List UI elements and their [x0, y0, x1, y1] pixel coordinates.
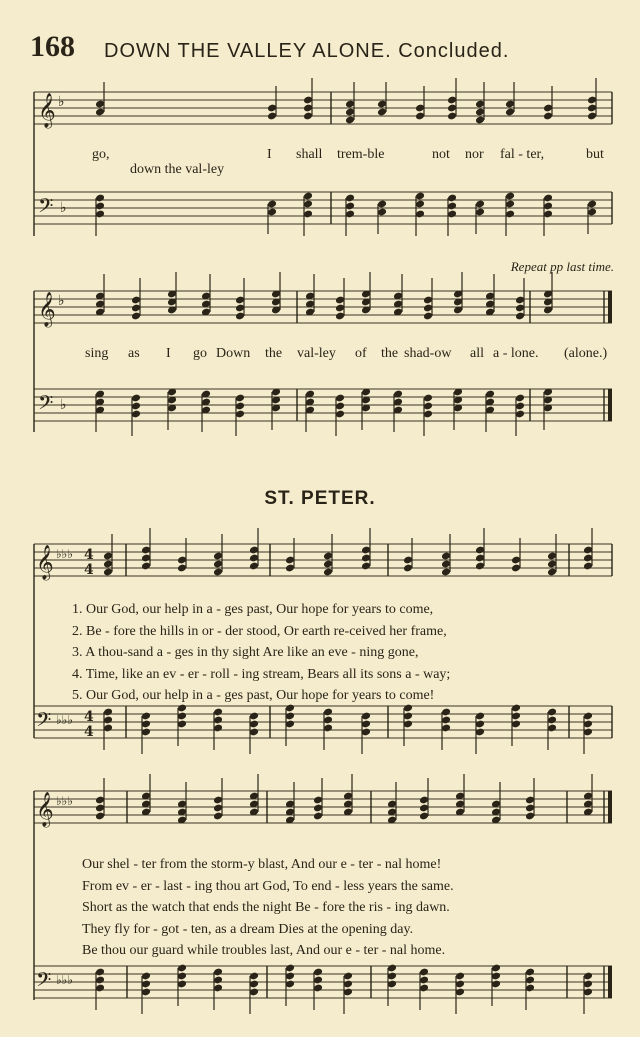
bass-clef-icon: 𝄢 [36, 968, 52, 996]
svg-text:4: 4 [84, 724, 94, 740]
lyric-word: I [267, 147, 272, 162]
page-number: 168 [30, 30, 75, 63]
staff-system-1-bass [34, 192, 612, 224]
svg-text:♭: ♭ [58, 293, 65, 309]
lyric-word: as [128, 346, 140, 361]
svg-text:♭: ♭ [60, 200, 67, 216]
lyric-word: shad-ow [404, 346, 452, 361]
svg-text:4: 4 [84, 709, 94, 725]
svg-text:4: 4 [84, 547, 94, 563]
treble-clef-icon: 𝄞 [38, 93, 56, 128]
svg-text:♭♭♭: ♭♭♭ [56, 713, 73, 727]
lyric-word: sing [85, 346, 109, 361]
verse-line: From ev - er - last - ing thou art God, To end - less years the same. [82, 878, 454, 894]
performance-instruction: Repeat pp last time. [510, 259, 614, 274]
lyrics-line-2 [0, 346, 640, 366]
treble-clef-icon: 𝄞 [38, 292, 56, 327]
svg-text:♭: ♭ [58, 94, 65, 110]
lyrics-line-1-lower: down the val-ley [130, 162, 225, 177]
svg-text:♭♭♭: ♭♭♭ [56, 794, 73, 808]
svg-text:♭♭♭: ♭♭♭ [56, 547, 73, 561]
lyric-word: the [265, 346, 283, 361]
verse-line: Be thou our guard while troubles last, And our e - ter - nal home. [82, 943, 446, 958]
lyric-word: (alone.) [564, 346, 608, 361]
lyric-word: Down [216, 346, 251, 361]
lyric-word: go [193, 346, 207, 361]
verses-block-1 [72, 599, 450, 707]
verse-line: 5. Our God, our help in a - ges past, Our hope for years to come! [72, 688, 435, 703]
verse-line: 1. Our God, our help in a - ges past, Our hope for years to come, [72, 602, 434, 617]
lyric-word: not [432, 147, 450, 162]
lyric-word: val-ley [297, 346, 336, 361]
treble-clef-icon: 𝄞 [36, 545, 54, 580]
hymn-title: ST. PETER. [264, 488, 376, 509]
bass-clef-icon: 𝄢 [38, 391, 54, 419]
lyric-word: of [355, 346, 367, 361]
running-title-suffix: Concluded. [398, 40, 510, 62]
verse-line: 3. A thou-sand a - ges in thy sight Are like an eve - ning gone, [72, 645, 419, 660]
lyrics-line-1 [0, 147, 640, 167]
running-title-main: DOWN THE VALLEY ALONE. [104, 40, 392, 62]
treble-clef-icon: 𝄞 [36, 792, 54, 827]
svg-text:4: 4 [84, 562, 94, 578]
verse-line: Our shel - ter from the storm-y blast, And our e - ter - nal home! [82, 857, 442, 872]
svg-text:♭: ♭ [60, 397, 67, 413]
lyric-word: but [586, 147, 604, 162]
lyric-word: the [381, 346, 399, 361]
lyric-word: go, [92, 147, 110, 162]
lyric-word: fal - ter, [500, 147, 545, 162]
staff-system-2-bass [34, 389, 612, 421]
lyric-word: trem-ble [337, 147, 385, 162]
staff-system-3-bass [34, 706, 612, 740]
lyric-word: a - lone. [493, 346, 539, 361]
lyric-word: I [166, 346, 171, 361]
verses-block-2 [82, 854, 454, 962]
bass-clef-icon: 𝄢 [36, 708, 52, 736]
bass-clef-icon: 𝄢 [38, 194, 54, 222]
verse-line: 2. Be - fore the hills in or - der stood, Or earth re-ceived her frame, [72, 623, 447, 639]
svg-text:♭♭♭: ♭♭♭ [56, 973, 73, 987]
verse-line: Short as the watch that ends the night Be - fore the ris - ing dawn. [82, 900, 450, 915]
lyric-word: nor [465, 147, 484, 162]
verse-line: 4. Time, like an ev - er - roll - ing stream, Bears all its sons a - way; [72, 666, 451, 682]
verse-line: They fly for - got - ten, as a dream Dies at the opening day. [82, 921, 414, 937]
lyric-word: shall [296, 147, 323, 162]
lyric-word: all [470, 346, 484, 361]
staff-system-4-bass [34, 966, 612, 998]
